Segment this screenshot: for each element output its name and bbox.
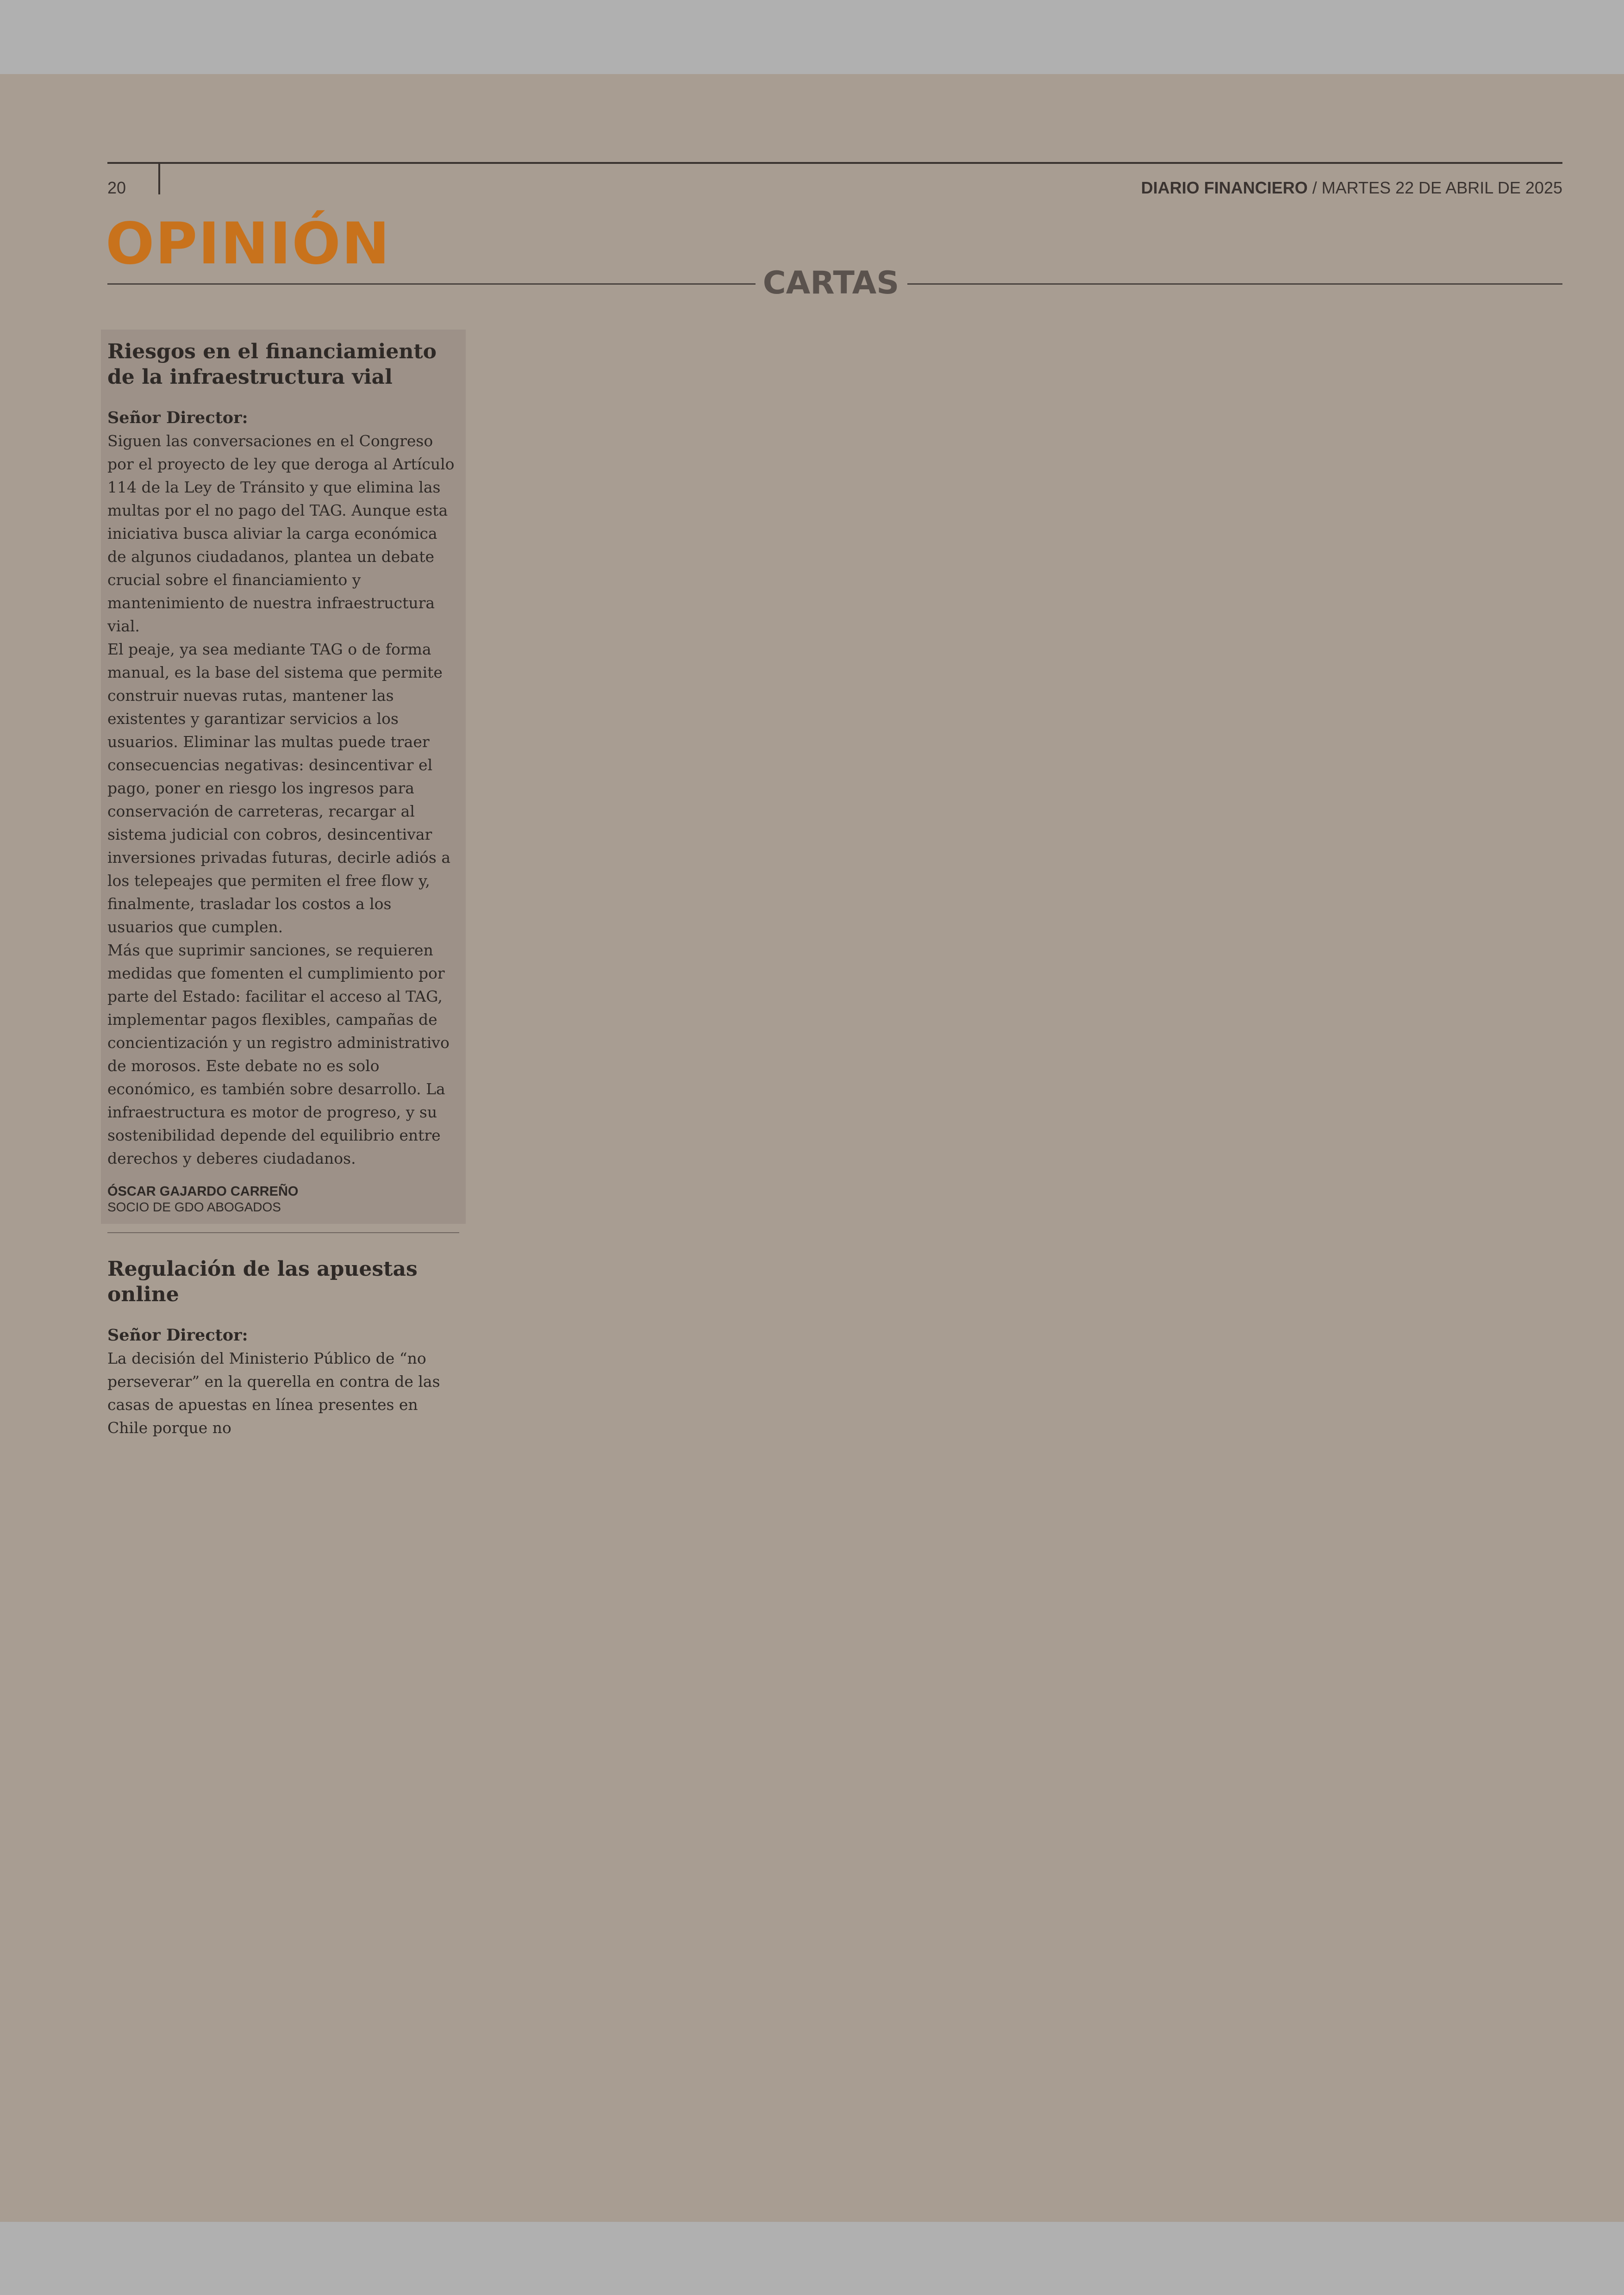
letter-title: Regulación de las apuestas online bbox=[107, 1257, 418, 1306]
subsection-title: CARTAS bbox=[762, 265, 899, 301]
letter-signature-role: SOCIO DE GDO ABOGADOS bbox=[107, 1200, 281, 1214]
letter-paragraph: El peaje, ya sea mediante TAG o de forma manual, es la base del sistema que permite construir nuevas rutas, mantener las existentes y garantizar servicios a los usuarios. Eliminar las multas puede traer consecuencias negativas: desincentivar el pago, poner en riesgo los ingresos para conservación de carreteras, recargar al sistema judicial con cobros, desincentivar inversiones privadas futuras, decirle adiós a los telepeajes que permiten el free flow y, finalmente, trasladar los costos a los usuarios que cumplen. bbox=[107, 640, 451, 936]
page-number: 20 bbox=[107, 178, 126, 197]
header-rule bbox=[107, 162, 1562, 164]
letter-salutation: Señor Director: bbox=[107, 1326, 248, 1345]
letter-paragraph: La decisión del Ministerio Público de “no perseverar” en la querella en contra de las casas de apuestas en línea presentes en Chile porque no bbox=[107, 1349, 440, 1437]
subsection-rule-left bbox=[107, 283, 756, 285]
letter-signature-name: ÓSCAR GAJARDO CARREÑO bbox=[107, 1184, 299, 1199]
letter-salutation: Señor Director: bbox=[107, 408, 248, 427]
masthead bbox=[1141, 178, 1562, 198]
letter-paragraph: Siguen las conversaciones en el Congreso por el proyecto de ley que deroga al Artículo 114 de la Ley de Tránsito y que elimina las multas por el no pago del TAG. Aunque esta iniciativa busca aliviar la carga económica de algunos ciudadanos, plantea un debate crucial sobre el financiamiento y mantenimiento de nuestra infraestructura vial. bbox=[107, 432, 455, 635]
letter-divider bbox=[107, 1232, 459, 1233]
publication-date: / MARTES 22 DE ABRIL DE 2025 bbox=[1312, 178, 1562, 197]
letter-title: Riesgos en el financiamiento de la infraestructura vial bbox=[107, 340, 437, 389]
letter-paragraph: Más que suprimir sanciones, se requieren medidas que fomenten el cumplimiento por parte del Estado: facilitar el acceso al TAG, implementar pagos flexibles, campañas de concientización y un registro administrativo de morosos. Este debate no es solo económico, es también sobre desarrollo. La infraestructura es motor de progreso, y su sostenibilidad depende del equilibrio entre derechos y deberes ciudadanos. bbox=[107, 941, 450, 1167]
subsection-rule-right bbox=[907, 283, 1562, 285]
letter bbox=[101, 330, 466, 1224]
section-title: OPINIÓN bbox=[106, 211, 391, 277]
publication-name: DIARIO FINANCIERO bbox=[1141, 178, 1308, 197]
letters-column-1 bbox=[107, 333, 459, 1440]
header-rule-tick bbox=[158, 162, 160, 194]
